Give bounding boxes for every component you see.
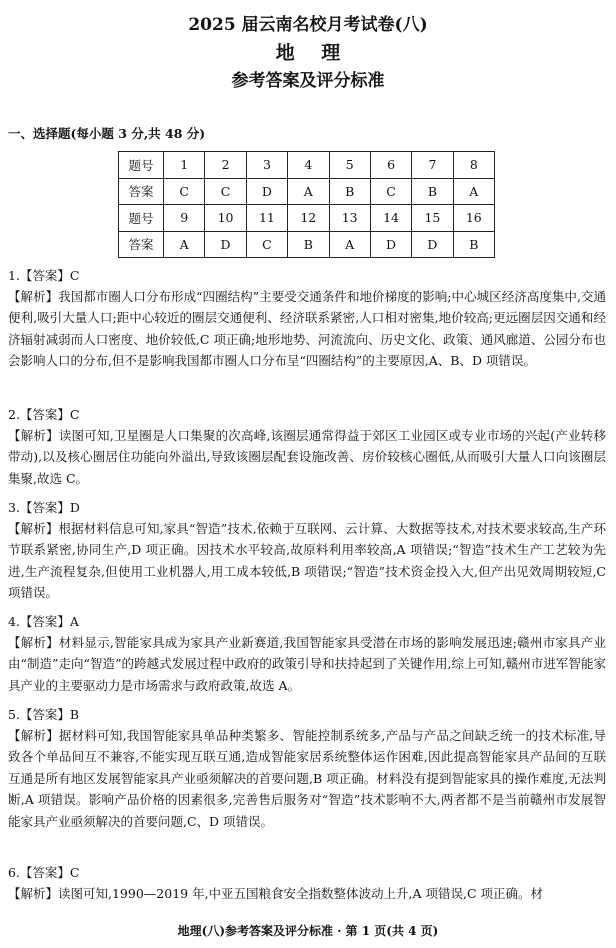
table-row [119, 231, 495, 258]
answer-cell: D [412, 231, 453, 258]
question-4-analysis: 【解析】材料显示,智能家具成为家具产业新赛道,我国智能家具受潜在市场的影响发展迅速;赣州市家具产业由“制造”走向“智造”的跨越式发展过程中政府的政策引导和扶持起到了关键作用,综上可知,赣州市进军智能家具产业的主要驱动力是市场需求与政府政策,故选 A。 [8, 635, 606, 693]
table-row [119, 205, 495, 232]
question-number-cell: 7 [412, 152, 453, 179]
question-2-block [8, 404, 606, 489]
document-subtitle: 参考答案及评分标准 [231, 71, 385, 91]
question-5-block [8, 704, 606, 832]
question-number-cell: 13 [329, 205, 370, 232]
question-number-cell: 8 [453, 152, 494, 179]
question-number-cell: 1 [164, 152, 205, 179]
question-1-answer: 1.【答案】C [8, 268, 80, 283]
question-3-answer: 3.【答案】D [8, 500, 80, 515]
question-5-analysis: 【解析】据材料可知,我国智能家具单品种类繁多、智能控制系统多,产品与产品之间缺乏统一的技术标准,导致各个单品间互不兼容,不能实现互联互通,造成智能家居系统整体运作困难,因此提高智能家具产品间的互联互通是所有地区发展智能家具产业亟须解决的首要问题,B 项正确。材料没有提到智能家具的操作难度,无法判断,A 项错误。影响产品价格的因素很多,完善售后服务对“智造”技术影响不大,两者都不是当前赣州市发展智能家具产业亟须解决的首要问题,C、D 项错误。 [8, 728, 606, 829]
question-2-analysis: 【解析】读图可知,卫星圈是人口集聚的次高峰,该圈层通常得益于郊区工业园区或专业市场的兴起(产业转移带动),以及核心圈居住功能向外溢出,导致该圈层配套设施改善、房价较核心圈低,从而吸引大量人口向该圈层集聚,故选 C。 [8, 428, 606, 486]
answer-cell: B [412, 178, 453, 205]
question-number-cell: 16 [453, 205, 494, 232]
question-number-cell: 15 [412, 205, 453, 232]
row-label-question-number: 题号 [119, 205, 164, 232]
answer-table [118, 151, 495, 258]
question-6-answer: 6.【答案】C [8, 865, 80, 880]
question-6-block [8, 862, 606, 904]
row-label-question-number: 题号 [119, 152, 164, 179]
answer-cell: C [205, 178, 246, 205]
row-label-answer: 答案 [119, 231, 164, 258]
section-heading-multiple-choice: 一、选择题(每小题 3 分,共 48 分) [8, 126, 206, 141]
question-3-analysis: 【解析】根据材料信息可知,家具“智造”技术,依赖于互联网、云计算、大数据等技术,对技术要求较高,生产环节联系紧密,协同生产,D 项正确。因技术水平较高,故原料利用率较高,A 项错误;“智造”技术生产工艺较为先进,生产流程复杂,但使用工业机器人,用工成本较低,B 项错误;“智造”技术资金投入大,但产出见效周期较短,C 项错误。 [8, 521, 606, 601]
table-row [119, 178, 495, 205]
answer-cell: B [453, 231, 494, 258]
subject-title: 地 理 [275, 42, 351, 64]
question-4-block [8, 611, 606, 696]
answer-cell: B [329, 178, 370, 205]
question-number-cell: 14 [370, 205, 411, 232]
question-1-block [8, 265, 606, 372]
question-number-cell: 6 [370, 152, 411, 179]
exam-title: 2025 届云南名校月考试卷(八) [188, 15, 428, 35]
question-5-answer: 5.【答案】B [8, 707, 80, 722]
question-6-analysis: 【解析】读图可知,1990—2019 年,中亚五国粮食安全指数整体波动上升,A 项错误,C 项正确。材 [8, 886, 544, 901]
question-2-answer: 2.【答案】C [8, 407, 80, 422]
page-footer: 地理(八)参考答案及评分标准 · 第 1 页(共 4 页) [177, 924, 439, 938]
question-number-cell: 4 [288, 152, 329, 179]
answer-cell: A [329, 231, 370, 258]
answer-cell: D [370, 231, 411, 258]
row-label-answer: 答案 [119, 178, 164, 205]
question-number-cell: 9 [164, 205, 205, 232]
question-number-cell: 10 [205, 205, 246, 232]
question-number-cell: 11 [246, 205, 287, 232]
answer-cell: C [164, 178, 205, 205]
answer-cell: A [164, 231, 205, 258]
question-number-cell: 2 [205, 152, 246, 179]
answer-cell: B [288, 231, 329, 258]
table-row [119, 152, 495, 179]
answer-cell: C [370, 178, 411, 205]
question-1-analysis: 【解析】我国都市圈人口分布形成“四圈结构”主要受交通条件和地价梯度的影响;中心城区经济高度集中,交通便利,吸引大量人口;距中心较近的圈层交通便利、经济联系紧密,人口相对密集,地价较高;更远圈层因交通和经济辐射减弱而人口密度、地价较低,C 项正确;地形地势、河流流向、历史文化、政策、通风廊道、公园分布也会影响人口的分布,但不是影响我国都市圈人口分布呈“四圈结构”的主要原因,A、B、D 项错误。 [8, 289, 606, 369]
answer-cell: A [453, 178, 494, 205]
question-number-cell: 12 [288, 205, 329, 232]
question-number-cell: 3 [246, 152, 287, 179]
question-3-block [8, 497, 606, 604]
question-4-answer: 4.【答案】A [8, 614, 79, 629]
question-number-cell: 5 [329, 152, 370, 179]
answer-cell: D [205, 231, 246, 258]
answer-cell: D [246, 178, 287, 205]
answer-cell: A [288, 178, 329, 205]
answer-cell: C [246, 231, 287, 258]
